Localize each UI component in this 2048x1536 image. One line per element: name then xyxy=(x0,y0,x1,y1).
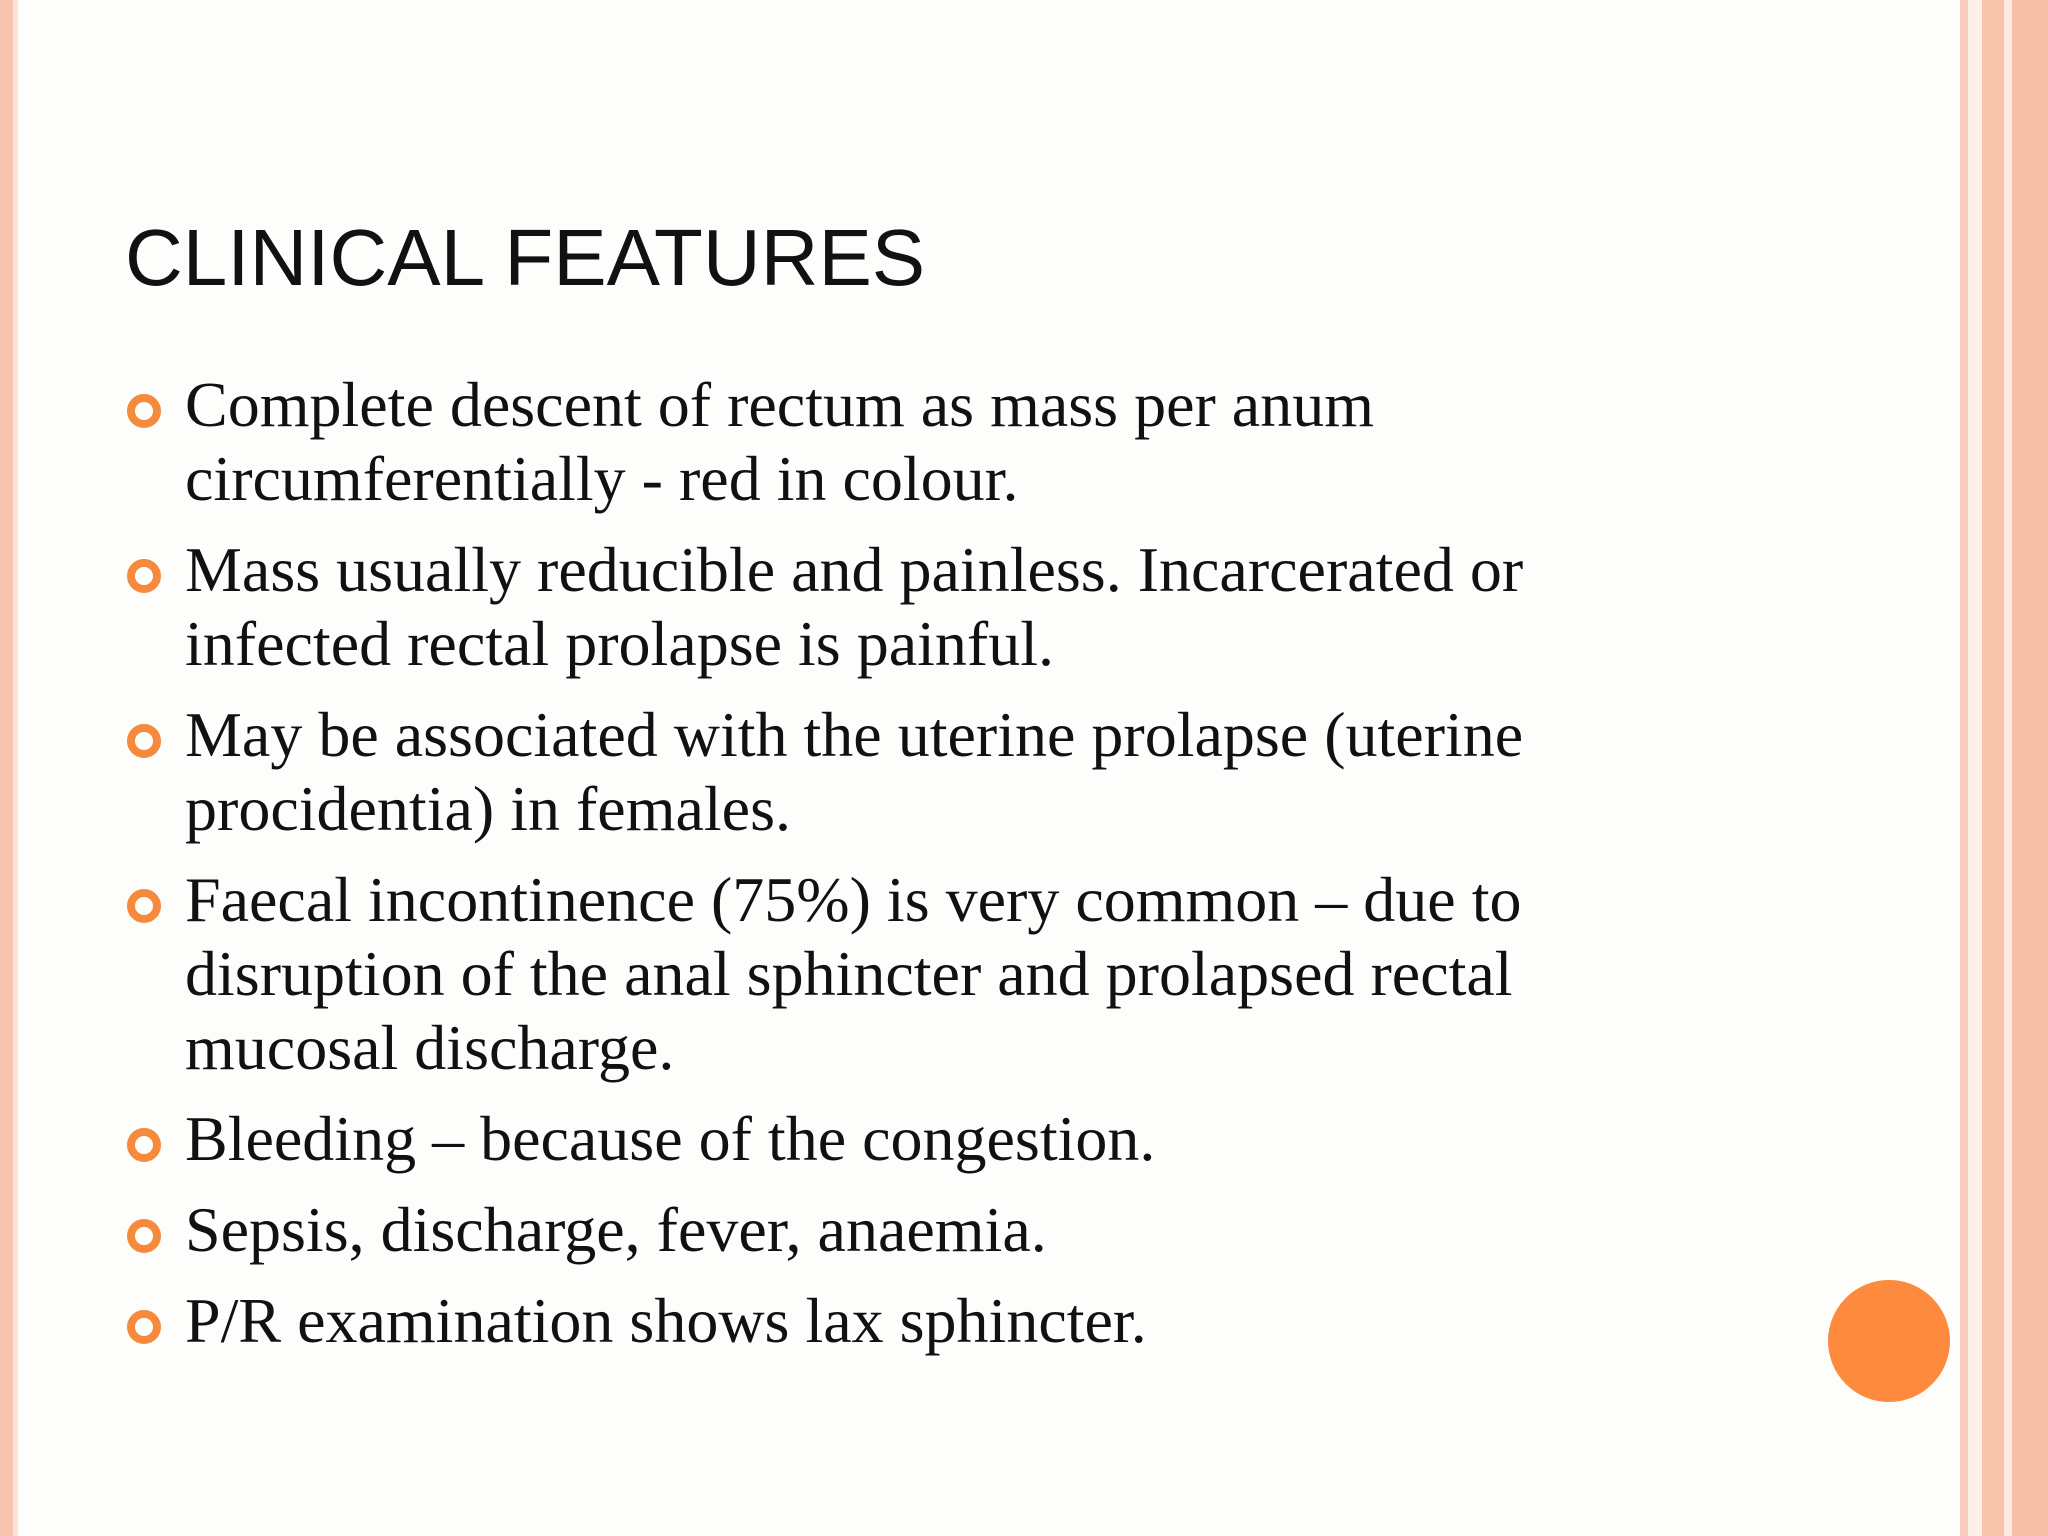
slide-title: CLINICAL FEATURES xyxy=(125,213,926,302)
right-stripe-decoration xyxy=(1968,0,1982,1536)
bullet-item xyxy=(125,698,1685,846)
ring-bullet-icon xyxy=(127,1219,161,1253)
left-border-decoration xyxy=(0,0,13,1536)
bullet-text: Sepsis, discharge, fever, anaemia. xyxy=(185,1194,1047,1265)
right-stripe-decoration xyxy=(2004,0,2012,1536)
right-stripe-decoration xyxy=(1982,0,2004,1536)
bullet-item xyxy=(125,1284,1685,1358)
right-stripe-decoration xyxy=(1960,0,1968,1536)
ring-bullet-icon xyxy=(127,1310,161,1344)
ring-bullet-icon xyxy=(127,1128,161,1162)
bullet-text: Complete descent of rectum as mass per anum circumferentially - red in colour. xyxy=(185,369,1374,514)
bullet-text: P/R examination shows lax sphincter. xyxy=(185,1285,1147,1356)
bullet-text: May be associated with the uterine prolapse (uterine procidentia) in females. xyxy=(185,699,1524,844)
bullet-text: Bleeding – because of the congestion. xyxy=(185,1103,1156,1174)
bullet-item xyxy=(125,863,1685,1085)
bullet-item xyxy=(125,1102,1685,1176)
bullet-item xyxy=(125,368,1685,516)
bullet-item xyxy=(125,533,1685,681)
left-border-decoration-inner xyxy=(13,0,18,1536)
bullet-text: Faecal incontinence (75%) is very common – due to disruption of the anal sphincter and prolapsed rectal mucosal discharge. xyxy=(185,864,1522,1083)
bullet-text: Mass usually reducible and painless. Incarcerated or infected rectal prolapse is painful. xyxy=(185,534,1524,679)
ring-bullet-icon xyxy=(127,724,161,758)
bullet-list xyxy=(125,368,1685,1375)
ring-bullet-icon xyxy=(127,394,161,428)
ring-bullet-icon xyxy=(127,559,161,593)
ring-bullet-icon xyxy=(127,889,161,923)
right-stripe-decoration xyxy=(2012,0,2048,1536)
orange-circle-decoration xyxy=(1828,1280,1950,1402)
bullet-item xyxy=(125,1193,1685,1267)
